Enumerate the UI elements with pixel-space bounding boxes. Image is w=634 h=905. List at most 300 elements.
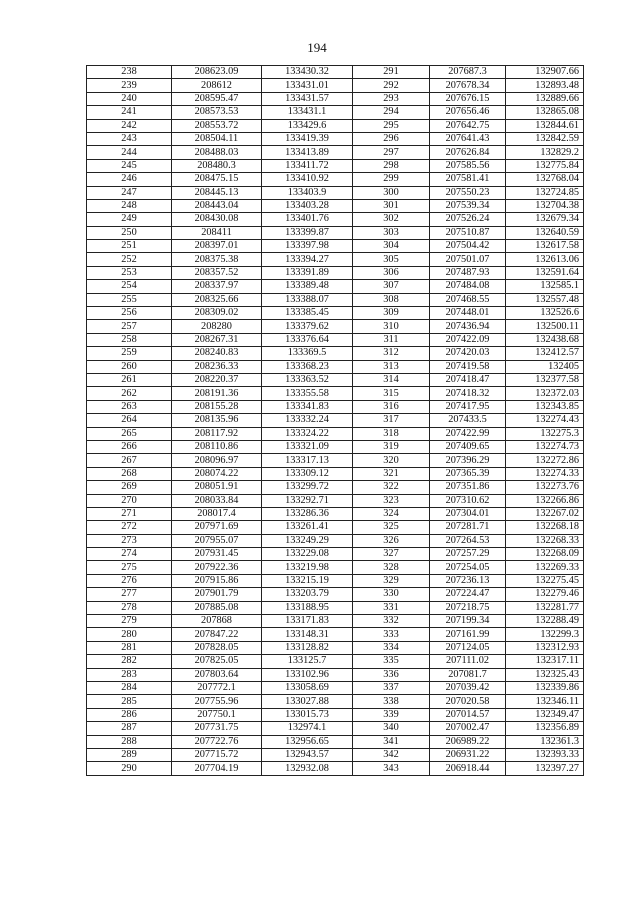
point-number-cell: 266 bbox=[87, 440, 172, 453]
point-number-cell: 308 bbox=[353, 293, 430, 306]
x-coordinate-cell: 207002.47 bbox=[430, 722, 506, 735]
y-coordinate-cell: 133324.22 bbox=[262, 427, 353, 440]
table-row bbox=[87, 467, 584, 480]
point-number-cell: 311 bbox=[353, 333, 430, 346]
point-number-cell: 334 bbox=[353, 641, 430, 654]
x-coordinate-cell: 207419.58 bbox=[430, 360, 506, 373]
point-number-cell: 244 bbox=[87, 146, 172, 159]
table-row bbox=[87, 146, 584, 159]
point-number-cell: 272 bbox=[87, 521, 172, 534]
x-coordinate-cell: 208553.72 bbox=[172, 119, 262, 132]
point-number-cell: 312 bbox=[353, 347, 430, 360]
y-coordinate-cell: 132266.86 bbox=[506, 494, 584, 507]
point-number-cell: 243 bbox=[87, 132, 172, 145]
y-coordinate-cell: 133321.09 bbox=[262, 440, 353, 453]
x-coordinate-cell: 208110.86 bbox=[172, 440, 262, 453]
x-coordinate-cell: 208445.13 bbox=[172, 186, 262, 199]
point-number-cell: 322 bbox=[353, 481, 430, 494]
y-coordinate-cell: 133128.82 bbox=[262, 641, 353, 654]
y-coordinate-cell: 133299.72 bbox=[262, 481, 353, 494]
y-coordinate-cell: 132372.03 bbox=[506, 387, 584, 400]
point-number-cell: 304 bbox=[353, 240, 430, 253]
y-coordinate-cell: 133369.5 bbox=[262, 347, 353, 360]
y-coordinate-cell: 132268.33 bbox=[506, 534, 584, 547]
x-coordinate-cell: 207422.99 bbox=[430, 427, 506, 440]
x-coordinate-cell: 207081.7 bbox=[430, 668, 506, 681]
table-row bbox=[87, 159, 584, 172]
x-coordinate-cell: 208325.66 bbox=[172, 293, 262, 306]
table-row bbox=[87, 226, 584, 239]
table-row bbox=[87, 561, 584, 574]
x-coordinate-cell: 208117.92 bbox=[172, 427, 262, 440]
point-number-cell: 326 bbox=[353, 534, 430, 547]
y-coordinate-cell: 133376.64 bbox=[262, 333, 353, 346]
point-number-cell: 290 bbox=[87, 762, 172, 775]
x-coordinate-cell: 207418.47 bbox=[430, 373, 506, 386]
table-row bbox=[87, 186, 584, 199]
x-coordinate-cell: 208220.37 bbox=[172, 373, 262, 386]
y-coordinate-cell: 133188.95 bbox=[262, 601, 353, 614]
point-number-cell: 279 bbox=[87, 615, 172, 628]
y-coordinate-cell: 133388.07 bbox=[262, 293, 353, 306]
x-coordinate-cell: 207704.19 bbox=[172, 762, 262, 775]
x-coordinate-cell: 207124.05 bbox=[430, 641, 506, 654]
point-number-cell: 289 bbox=[87, 748, 172, 761]
table-row bbox=[87, 668, 584, 681]
table-row bbox=[87, 106, 584, 119]
x-coordinate-cell: 207014.57 bbox=[430, 708, 506, 721]
y-coordinate-cell: 133215.19 bbox=[262, 574, 353, 587]
y-coordinate-cell: 132640.59 bbox=[506, 226, 584, 239]
table-row bbox=[87, 454, 584, 467]
x-coordinate-cell: 207420.03 bbox=[430, 347, 506, 360]
x-coordinate-cell: 208074.22 bbox=[172, 467, 262, 480]
x-coordinate-cell: 207731.75 bbox=[172, 722, 262, 735]
y-coordinate-cell: 133429.6 bbox=[262, 119, 353, 132]
table-row bbox=[87, 387, 584, 400]
table-row bbox=[87, 427, 584, 440]
point-number-cell: 258 bbox=[87, 333, 172, 346]
table-row bbox=[87, 333, 584, 346]
y-coordinate-cell: 133410.92 bbox=[262, 173, 353, 186]
point-number-cell: 271 bbox=[87, 507, 172, 520]
x-coordinate-cell: 208240.83 bbox=[172, 347, 262, 360]
x-coordinate-cell: 207418.32 bbox=[430, 387, 506, 400]
point-number-cell: 285 bbox=[87, 695, 172, 708]
y-coordinate-cell: 133317.13 bbox=[262, 454, 353, 467]
x-coordinate-cell: 207931.45 bbox=[172, 548, 262, 561]
y-coordinate-cell: 133394.27 bbox=[262, 253, 353, 266]
x-coordinate-cell: 207626.84 bbox=[430, 146, 506, 159]
table-row bbox=[87, 507, 584, 520]
x-coordinate-cell: 207825.05 bbox=[172, 655, 262, 668]
x-coordinate-cell: 208280 bbox=[172, 320, 262, 333]
point-number-cell: 245 bbox=[87, 159, 172, 172]
x-coordinate-cell: 207581.41 bbox=[430, 173, 506, 186]
point-number-cell: 305 bbox=[353, 253, 430, 266]
y-coordinate-cell: 133363.52 bbox=[262, 373, 353, 386]
point-number-cell: 309 bbox=[353, 307, 430, 320]
x-coordinate-cell: 207885.08 bbox=[172, 601, 262, 614]
point-number-cell: 268 bbox=[87, 467, 172, 480]
x-coordinate-cell: 207828.05 bbox=[172, 641, 262, 654]
x-coordinate-cell: 207915.86 bbox=[172, 574, 262, 587]
point-number-cell: 293 bbox=[353, 92, 430, 105]
point-number-cell: 242 bbox=[87, 119, 172, 132]
y-coordinate-cell: 133399.87 bbox=[262, 226, 353, 239]
x-coordinate-cell: 207254.05 bbox=[430, 561, 506, 574]
y-coordinate-cell: 132274.33 bbox=[506, 467, 584, 480]
x-coordinate-cell: 207310.62 bbox=[430, 494, 506, 507]
y-coordinate-cell: 132397.27 bbox=[506, 762, 584, 775]
table-row bbox=[87, 307, 584, 320]
table-row bbox=[87, 708, 584, 721]
y-coordinate-cell: 132932.08 bbox=[262, 762, 353, 775]
x-coordinate-cell: 207687.3 bbox=[430, 66, 506, 79]
y-coordinate-cell: 133431.1 bbox=[262, 106, 353, 119]
point-number-cell: 278 bbox=[87, 601, 172, 614]
y-coordinate-cell: 132343.85 bbox=[506, 400, 584, 413]
table-row bbox=[87, 92, 584, 105]
table-row bbox=[87, 574, 584, 587]
x-coordinate-cell: 207641.43 bbox=[430, 132, 506, 145]
table-row bbox=[87, 266, 584, 279]
y-coordinate-cell: 132281.77 bbox=[506, 601, 584, 614]
point-number-cell: 313 bbox=[353, 360, 430, 373]
table-row bbox=[87, 293, 584, 306]
y-coordinate-cell: 132279.46 bbox=[506, 588, 584, 601]
y-coordinate-cell: 132288.49 bbox=[506, 615, 584, 628]
x-coordinate-cell: 208504.11 bbox=[172, 132, 262, 145]
y-coordinate-cell: 132269.33 bbox=[506, 561, 584, 574]
point-number-cell: 327 bbox=[353, 548, 430, 561]
x-coordinate-cell: 208443.04 bbox=[172, 199, 262, 212]
point-number-cell: 294 bbox=[353, 106, 430, 119]
table-row bbox=[87, 240, 584, 253]
y-coordinate-cell: 132274.43 bbox=[506, 414, 584, 427]
table-row bbox=[87, 440, 584, 453]
point-number-cell: 276 bbox=[87, 574, 172, 587]
y-coordinate-cell: 133261.41 bbox=[262, 521, 353, 534]
y-coordinate-cell: 133411.72 bbox=[262, 159, 353, 172]
point-number-cell: 267 bbox=[87, 454, 172, 467]
x-coordinate-cell: 207448.01 bbox=[430, 307, 506, 320]
y-coordinate-cell: 133403.9 bbox=[262, 186, 353, 199]
x-coordinate-cell: 207678.34 bbox=[430, 79, 506, 92]
point-number-cell: 283 bbox=[87, 668, 172, 681]
x-coordinate-cell: 207351.86 bbox=[430, 481, 506, 494]
y-coordinate-cell: 132438.68 bbox=[506, 333, 584, 346]
x-coordinate-cell: 206989.22 bbox=[430, 735, 506, 748]
y-coordinate-cell: 132865.08 bbox=[506, 106, 584, 119]
x-coordinate-cell: 207526.24 bbox=[430, 213, 506, 226]
point-number-cell: 302 bbox=[353, 213, 430, 226]
point-number-cell: 325 bbox=[353, 521, 430, 534]
y-coordinate-cell: 132617.58 bbox=[506, 240, 584, 253]
point-number-cell: 339 bbox=[353, 708, 430, 721]
point-number-cell: 270 bbox=[87, 494, 172, 507]
point-number-cell: 296 bbox=[353, 132, 430, 145]
y-coordinate-cell: 133391.89 bbox=[262, 266, 353, 279]
table-row bbox=[87, 588, 584, 601]
x-coordinate-cell: 207868 bbox=[172, 615, 262, 628]
table-row bbox=[87, 615, 584, 628]
point-number-cell: 333 bbox=[353, 628, 430, 641]
point-number-cell: 288 bbox=[87, 735, 172, 748]
y-coordinate-cell: 132943.57 bbox=[262, 748, 353, 761]
y-coordinate-cell: 132412.57 bbox=[506, 347, 584, 360]
table-row bbox=[87, 173, 584, 186]
y-coordinate-cell: 132775.84 bbox=[506, 159, 584, 172]
y-coordinate-cell: 132889.66 bbox=[506, 92, 584, 105]
x-coordinate-cell: 208375.38 bbox=[172, 253, 262, 266]
x-coordinate-cell: 207803.64 bbox=[172, 668, 262, 681]
x-coordinate-cell: 208475.15 bbox=[172, 173, 262, 186]
x-coordinate-cell: 208612 bbox=[172, 79, 262, 92]
y-coordinate-cell: 133413.89 bbox=[262, 146, 353, 159]
x-coordinate-cell: 207487.93 bbox=[430, 266, 506, 279]
y-coordinate-cell: 132312.93 bbox=[506, 641, 584, 654]
x-coordinate-cell: 207955.07 bbox=[172, 534, 262, 547]
x-coordinate-cell: 206918.44 bbox=[430, 762, 506, 775]
table-row bbox=[87, 481, 584, 494]
point-number-cell: 323 bbox=[353, 494, 430, 507]
y-coordinate-cell: 133431.57 bbox=[262, 92, 353, 105]
point-number-cell: 337 bbox=[353, 681, 430, 694]
point-number-cell: 298 bbox=[353, 159, 430, 172]
y-coordinate-cell: 133148.31 bbox=[262, 628, 353, 641]
x-coordinate-cell: 207847.22 bbox=[172, 628, 262, 641]
point-number-cell: 319 bbox=[353, 440, 430, 453]
x-coordinate-cell: 208155.28 bbox=[172, 400, 262, 413]
table-body bbox=[87, 66, 584, 776]
point-number-cell: 241 bbox=[87, 106, 172, 119]
x-coordinate-cell: 207539.34 bbox=[430, 199, 506, 212]
x-coordinate-cell: 207676.15 bbox=[430, 92, 506, 105]
point-number-cell: 282 bbox=[87, 655, 172, 668]
y-coordinate-cell: 132557.48 bbox=[506, 293, 584, 306]
x-coordinate-cell: 208135.96 bbox=[172, 414, 262, 427]
table-row bbox=[87, 66, 584, 79]
y-coordinate-cell: 133389.48 bbox=[262, 280, 353, 293]
table-row bbox=[87, 400, 584, 413]
x-coordinate-cell: 208480.3 bbox=[172, 159, 262, 172]
y-coordinate-cell: 133341.83 bbox=[262, 400, 353, 413]
x-coordinate-cell: 207433.5 bbox=[430, 414, 506, 427]
y-coordinate-cell: 132829.2 bbox=[506, 146, 584, 159]
point-number-cell: 256 bbox=[87, 307, 172, 320]
point-number-cell: 263 bbox=[87, 400, 172, 413]
x-coordinate-cell: 207468.55 bbox=[430, 293, 506, 306]
point-number-cell: 320 bbox=[353, 454, 430, 467]
y-coordinate-cell: 133397.98 bbox=[262, 240, 353, 253]
table-row bbox=[87, 521, 584, 534]
y-coordinate-cell: 132339.86 bbox=[506, 681, 584, 694]
point-number-cell: 277 bbox=[87, 588, 172, 601]
table-row bbox=[87, 548, 584, 561]
table-row bbox=[87, 320, 584, 333]
y-coordinate-cell: 132377.58 bbox=[506, 373, 584, 386]
x-coordinate-cell: 208397.01 bbox=[172, 240, 262, 253]
point-number-cell: 284 bbox=[87, 681, 172, 694]
x-coordinate-cell: 207224.47 bbox=[430, 588, 506, 601]
table-row bbox=[87, 280, 584, 293]
y-coordinate-cell: 132974.1 bbox=[262, 722, 353, 735]
point-number-cell: 306 bbox=[353, 266, 430, 279]
y-coordinate-cell: 132356.89 bbox=[506, 722, 584, 735]
x-coordinate-cell: 207510.87 bbox=[430, 226, 506, 239]
y-coordinate-cell: 132842.59 bbox=[506, 132, 584, 145]
y-coordinate-cell: 132956.65 bbox=[262, 735, 353, 748]
table-row bbox=[87, 722, 584, 735]
point-number-cell: 291 bbox=[353, 66, 430, 79]
point-number-cell: 318 bbox=[353, 427, 430, 440]
y-coordinate-cell: 132275.3 bbox=[506, 427, 584, 440]
x-coordinate-cell: 208267.31 bbox=[172, 333, 262, 346]
table-row bbox=[87, 347, 584, 360]
table-row bbox=[87, 119, 584, 132]
y-coordinate-cell: 133219.98 bbox=[262, 561, 353, 574]
point-number-cell: 250 bbox=[87, 226, 172, 239]
y-coordinate-cell: 132275.45 bbox=[506, 574, 584, 587]
point-number-cell: 317 bbox=[353, 414, 430, 427]
point-number-cell: 299 bbox=[353, 173, 430, 186]
x-coordinate-cell: 207750.1 bbox=[172, 708, 262, 721]
x-coordinate-cell: 208430.08 bbox=[172, 213, 262, 226]
point-number-cell: 310 bbox=[353, 320, 430, 333]
x-coordinate-cell: 207236.13 bbox=[430, 574, 506, 587]
y-coordinate-cell: 133292.71 bbox=[262, 494, 353, 507]
x-coordinate-cell: 207039.42 bbox=[430, 681, 506, 694]
table-row bbox=[87, 360, 584, 373]
x-coordinate-cell: 207922.36 bbox=[172, 561, 262, 574]
point-number-cell: 274 bbox=[87, 548, 172, 561]
point-number-cell: 280 bbox=[87, 628, 172, 641]
point-number-cell: 264 bbox=[87, 414, 172, 427]
x-coordinate-cell: 207218.75 bbox=[430, 601, 506, 614]
y-coordinate-cell: 132272.86 bbox=[506, 454, 584, 467]
x-coordinate-cell: 207257.29 bbox=[430, 548, 506, 561]
point-number-cell: 338 bbox=[353, 695, 430, 708]
table-row bbox=[87, 132, 584, 145]
point-number-cell: 295 bbox=[353, 119, 430, 132]
y-coordinate-cell: 132844.61 bbox=[506, 119, 584, 132]
point-number-cell: 252 bbox=[87, 253, 172, 266]
y-coordinate-cell: 132299.3 bbox=[506, 628, 584, 641]
point-number-cell: 329 bbox=[353, 574, 430, 587]
y-coordinate-cell: 133286.36 bbox=[262, 507, 353, 520]
x-coordinate-cell: 207436.94 bbox=[430, 320, 506, 333]
x-coordinate-cell: 207264.53 bbox=[430, 534, 506, 547]
y-coordinate-cell: 133430.32 bbox=[262, 66, 353, 79]
point-number-cell: 262 bbox=[87, 387, 172, 400]
point-number-cell: 343 bbox=[353, 762, 430, 775]
y-coordinate-cell: 132591.64 bbox=[506, 266, 584, 279]
point-number-cell: 330 bbox=[353, 588, 430, 601]
table-row bbox=[87, 79, 584, 92]
point-number-cell: 261 bbox=[87, 373, 172, 386]
point-number-cell: 340 bbox=[353, 722, 430, 735]
y-coordinate-cell: 132907.66 bbox=[506, 66, 584, 79]
y-coordinate-cell: 133401.76 bbox=[262, 213, 353, 226]
point-number-cell: 238 bbox=[87, 66, 172, 79]
x-coordinate-cell: 207971.69 bbox=[172, 521, 262, 534]
y-coordinate-cell: 133229.08 bbox=[262, 548, 353, 561]
point-number-cell: 303 bbox=[353, 226, 430, 239]
point-number-cell: 314 bbox=[353, 373, 430, 386]
y-coordinate-cell: 133368.23 bbox=[262, 360, 353, 373]
y-coordinate-cell: 133355.58 bbox=[262, 387, 353, 400]
x-coordinate-cell: 207715.72 bbox=[172, 748, 262, 761]
point-number-cell: 246 bbox=[87, 173, 172, 186]
point-number-cell: 239 bbox=[87, 79, 172, 92]
x-coordinate-cell: 207020.58 bbox=[430, 695, 506, 708]
page-number: 194 bbox=[307, 40, 327, 55]
x-coordinate-cell: 208191.36 bbox=[172, 387, 262, 400]
point-number-cell: 240 bbox=[87, 92, 172, 105]
table-row bbox=[87, 748, 584, 761]
table-row bbox=[87, 762, 584, 775]
y-coordinate-cell: 132346.11 bbox=[506, 695, 584, 708]
x-coordinate-cell: 207161.99 bbox=[430, 628, 506, 641]
y-coordinate-cell: 132585.1 bbox=[506, 280, 584, 293]
point-number-cell: 257 bbox=[87, 320, 172, 333]
y-coordinate-cell: 132393.33 bbox=[506, 748, 584, 761]
y-coordinate-cell: 132526.6 bbox=[506, 307, 584, 320]
point-number-cell: 275 bbox=[87, 561, 172, 574]
table-row bbox=[87, 601, 584, 614]
x-coordinate-cell: 208488.03 bbox=[172, 146, 262, 159]
table-row bbox=[87, 253, 584, 266]
y-coordinate-cell: 133027.88 bbox=[262, 695, 353, 708]
point-number-cell: 269 bbox=[87, 481, 172, 494]
y-coordinate-cell: 132273.76 bbox=[506, 481, 584, 494]
y-coordinate-cell: 133332.24 bbox=[262, 414, 353, 427]
point-number-cell: 328 bbox=[353, 561, 430, 574]
x-coordinate-cell: 207199.34 bbox=[430, 615, 506, 628]
y-coordinate-cell: 133431.01 bbox=[262, 79, 353, 92]
point-number-cell: 287 bbox=[87, 722, 172, 735]
y-coordinate-cell: 132268.09 bbox=[506, 548, 584, 561]
x-coordinate-cell: 207772.1 bbox=[172, 681, 262, 694]
x-coordinate-cell: 208337.97 bbox=[172, 280, 262, 293]
table-row bbox=[87, 494, 584, 507]
x-coordinate-cell: 207504.42 bbox=[430, 240, 506, 253]
y-coordinate-cell: 133058.69 bbox=[262, 681, 353, 694]
point-number-cell: 301 bbox=[353, 199, 430, 212]
y-coordinate-cell: 132274.73 bbox=[506, 440, 584, 453]
y-coordinate-cell: 133125.7 bbox=[262, 655, 353, 668]
point-number-cell: 300 bbox=[353, 186, 430, 199]
x-coordinate-cell: 208573.53 bbox=[172, 106, 262, 119]
x-coordinate-cell: 208236.33 bbox=[172, 360, 262, 373]
x-coordinate-cell: 207722.76 bbox=[172, 735, 262, 748]
point-number-cell: 292 bbox=[353, 79, 430, 92]
table-row bbox=[87, 695, 584, 708]
x-coordinate-cell: 208595.47 bbox=[172, 92, 262, 105]
x-coordinate-cell: 208623.09 bbox=[172, 66, 262, 79]
y-coordinate-cell: 133203.79 bbox=[262, 588, 353, 601]
x-coordinate-cell: 207417.95 bbox=[430, 400, 506, 413]
y-coordinate-cell: 132613.06 bbox=[506, 253, 584, 266]
table-row bbox=[87, 199, 584, 212]
y-coordinate-cell: 132349.47 bbox=[506, 708, 584, 721]
point-number-cell: 336 bbox=[353, 668, 430, 681]
point-number-cell: 341 bbox=[353, 735, 430, 748]
point-number-cell: 251 bbox=[87, 240, 172, 253]
x-coordinate-cell: 207484.08 bbox=[430, 280, 506, 293]
y-coordinate-cell: 132317.11 bbox=[506, 655, 584, 668]
